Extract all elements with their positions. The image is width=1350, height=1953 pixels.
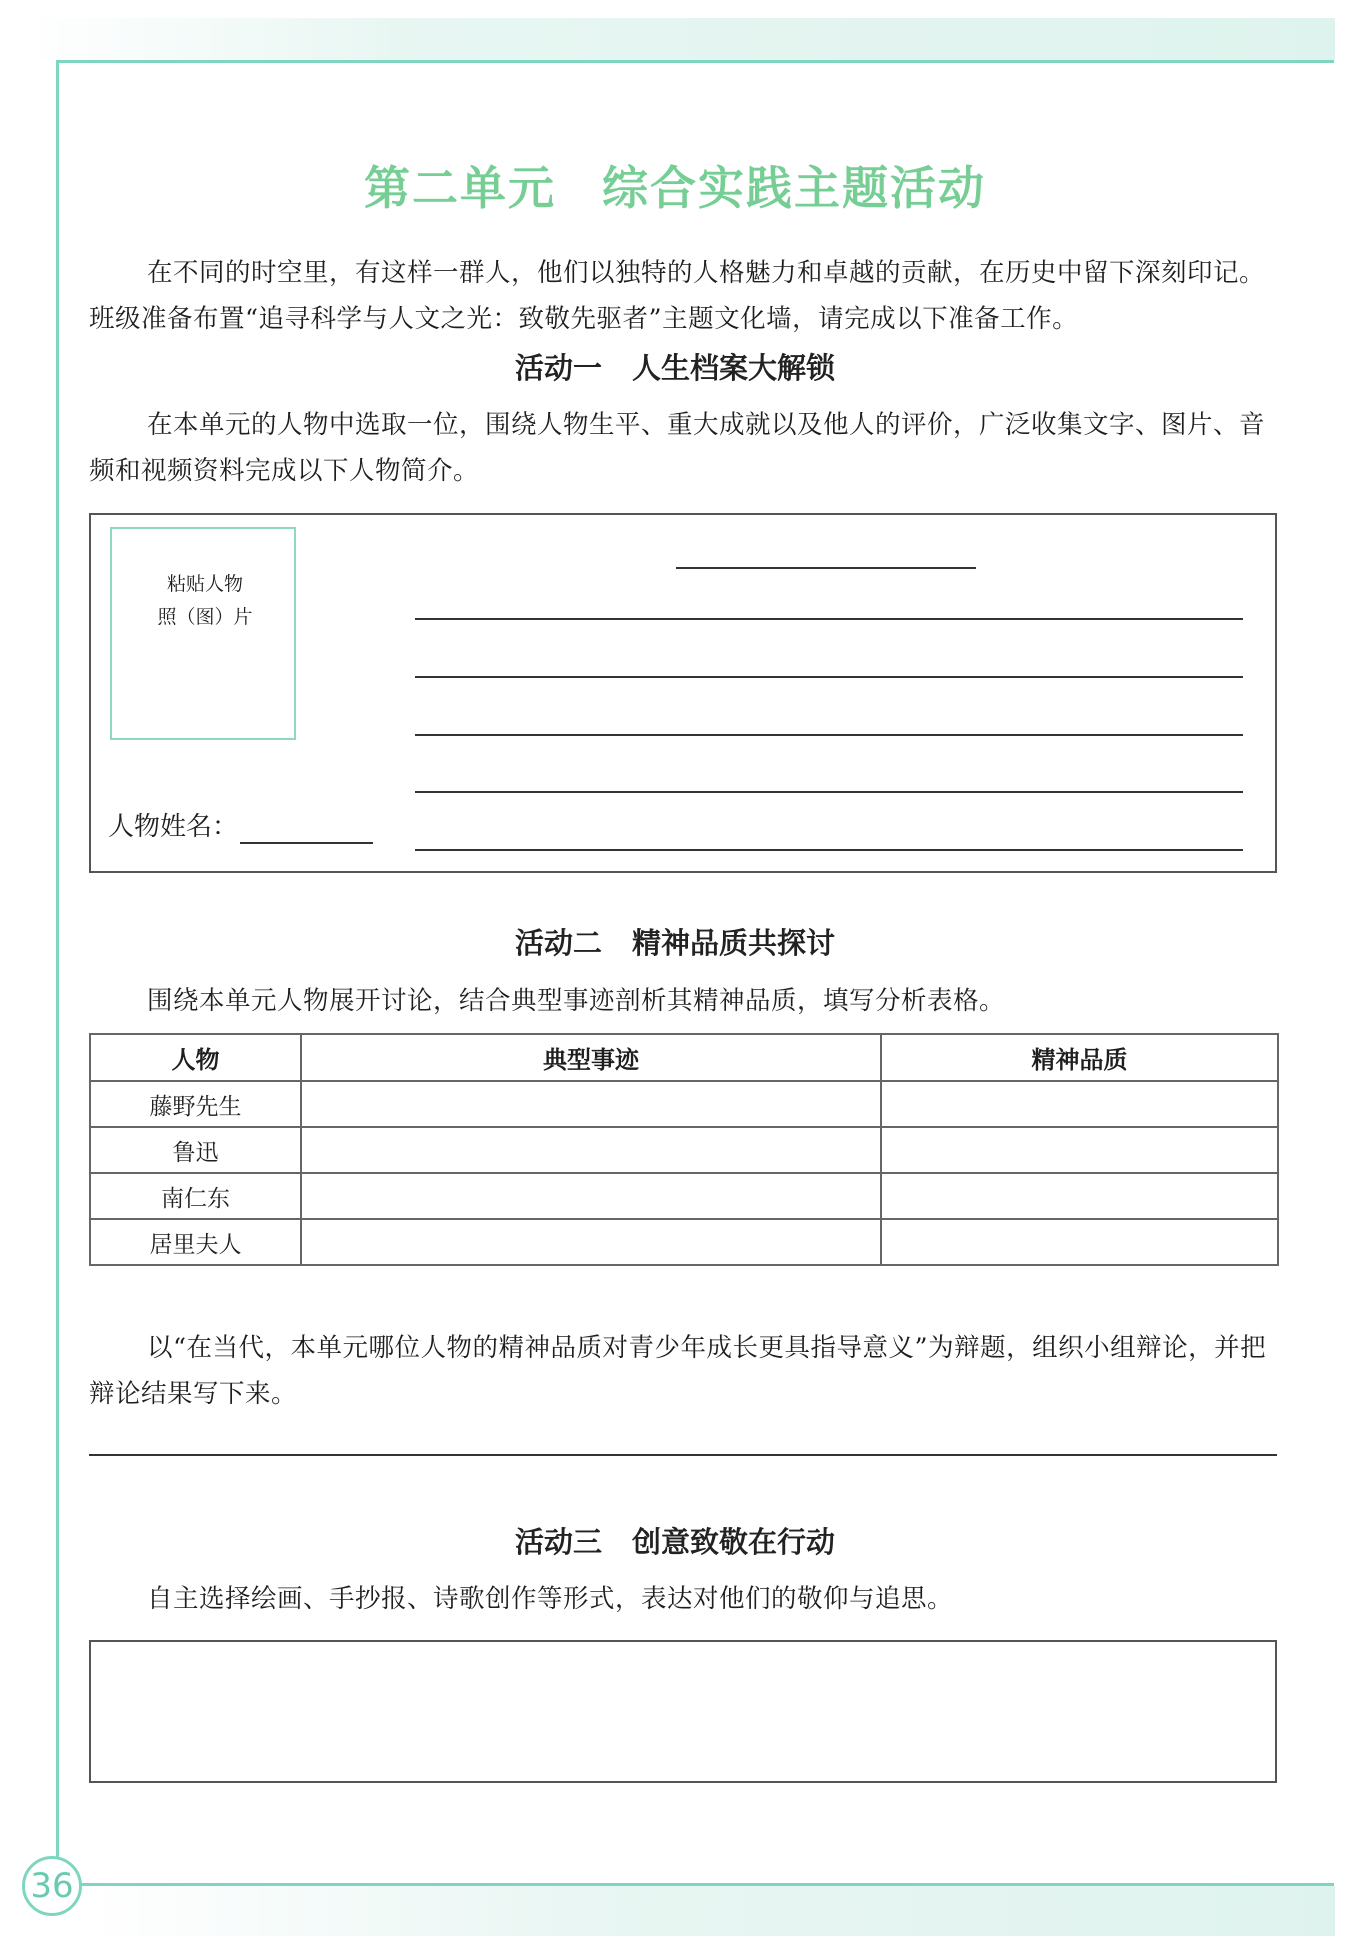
creative-work-box[interactable]	[89, 1640, 1277, 1783]
table-row	[90, 1219, 1278, 1265]
title-topic: 综合实践主题活动	[602, 161, 986, 215]
table-cell-person: 南仁东	[90, 1173, 301, 1219]
activity1-instruction-text: 在本单元的人物中选取一位，围绕人物生平、重大成就以及他人的评价，广泛收集文字、图片、音频和视频资料完成以下人物简介。	[89, 410, 1266, 486]
page-title	[0, 152, 1350, 218]
profile-title-line[interactable]	[676, 567, 976, 569]
table-header-qualities: 精神品质	[881, 1034, 1278, 1081]
activity3-instruction-text: 自主选择绘画、手抄报、诗歌创作等形式，表达对他们的敬仰与追思。	[147, 1584, 954, 1614]
analysis-table	[89, 1033, 1279, 1266]
activity3-label: 活动三	[514, 1525, 602, 1559]
profile-write-line-4[interactable]	[415, 791, 1243, 793]
frame-top-border	[56, 60, 1334, 63]
photo-label-line1: 粘贴人物	[166, 573, 243, 595]
photo-label	[130, 568, 280, 634]
table-cell-deeds[interactable]	[301, 1173, 881, 1219]
intro-text: 在不同的时空里，有这样一群人，他们以独特的人格魅力和卓越的贡献，在历史中留下深刻印记。班级准备布置“追寻科学与人文之光：致敬先驱者”主题文化墙，请完成以下准备工作。	[89, 258, 1266, 334]
debate-answer-line[interactable]	[89, 1454, 1277, 1456]
activity1-heading	[0, 346, 1350, 387]
activity2-label: 活动二	[514, 926, 602, 960]
activity2-instruction-text: 围绕本单元人物展开讨论，结合典型事迹剖析其精神品质，填写分析表格。	[147, 986, 1006, 1016]
person-name-label: 人物姓名：	[108, 812, 239, 842]
activity3-name: 创意致敬在行动	[632, 1525, 836, 1559]
debate-paragraph	[89, 1325, 1279, 1417]
intro-paragraph	[89, 250, 1279, 342]
table-header-person: 人物	[90, 1034, 301, 1081]
table-cell-qualities[interactable]	[881, 1081, 1278, 1127]
photo-label-line2: 照（图）片	[157, 606, 253, 628]
table-cell-person: 居里夫人	[90, 1219, 301, 1265]
person-name-field[interactable]	[240, 842, 373, 844]
table-header-deeds: 典型事迹	[301, 1034, 881, 1081]
profile-write-line-1[interactable]	[415, 618, 1243, 620]
table-header-row	[90, 1034, 1278, 1081]
profile-write-line-3[interactable]	[415, 734, 1243, 736]
activity2-instruction	[89, 978, 1279, 1024]
page-number: 36	[22, 1856, 82, 1916]
activity3-heading	[0, 1520, 1350, 1561]
table-cell-deeds[interactable]	[301, 1081, 881, 1127]
activity3-instruction	[89, 1576, 1279, 1622]
table-cell-person: 藤野先生	[90, 1081, 301, 1127]
table-cell-qualities[interactable]	[881, 1127, 1278, 1173]
table-row	[90, 1127, 1278, 1173]
table-cell-qualities[interactable]	[881, 1219, 1278, 1265]
table-cell-deeds[interactable]	[301, 1127, 881, 1173]
profile-write-line-2[interactable]	[415, 676, 1243, 678]
profile-write-line-5[interactable]	[415, 849, 1243, 851]
table-cell-deeds[interactable]	[301, 1219, 881, 1265]
debate-text: 以“在当代，本单元哪位人物的精神品质对青少年成长更具指导意义”为辩题，组织小组辩论，并把辩论结果写下来。	[89, 1333, 1267, 1409]
table-row	[90, 1173, 1278, 1219]
table-row	[90, 1081, 1278, 1127]
activity1-label: 活动一	[514, 351, 602, 385]
title-unit: 第二单元	[364, 161, 556, 215]
bottom-decor-band	[85, 1886, 1335, 1936]
activity2-name: 精神品质共探讨	[632, 926, 836, 960]
table-cell-qualities[interactable]	[881, 1173, 1278, 1219]
activity2-heading	[0, 921, 1350, 962]
activity1-name: 人生档案大解锁	[632, 351, 836, 385]
activity1-instruction	[89, 402, 1279, 494]
top-decor-band	[20, 18, 1335, 60]
table-cell-person: 鲁迅	[90, 1127, 301, 1173]
